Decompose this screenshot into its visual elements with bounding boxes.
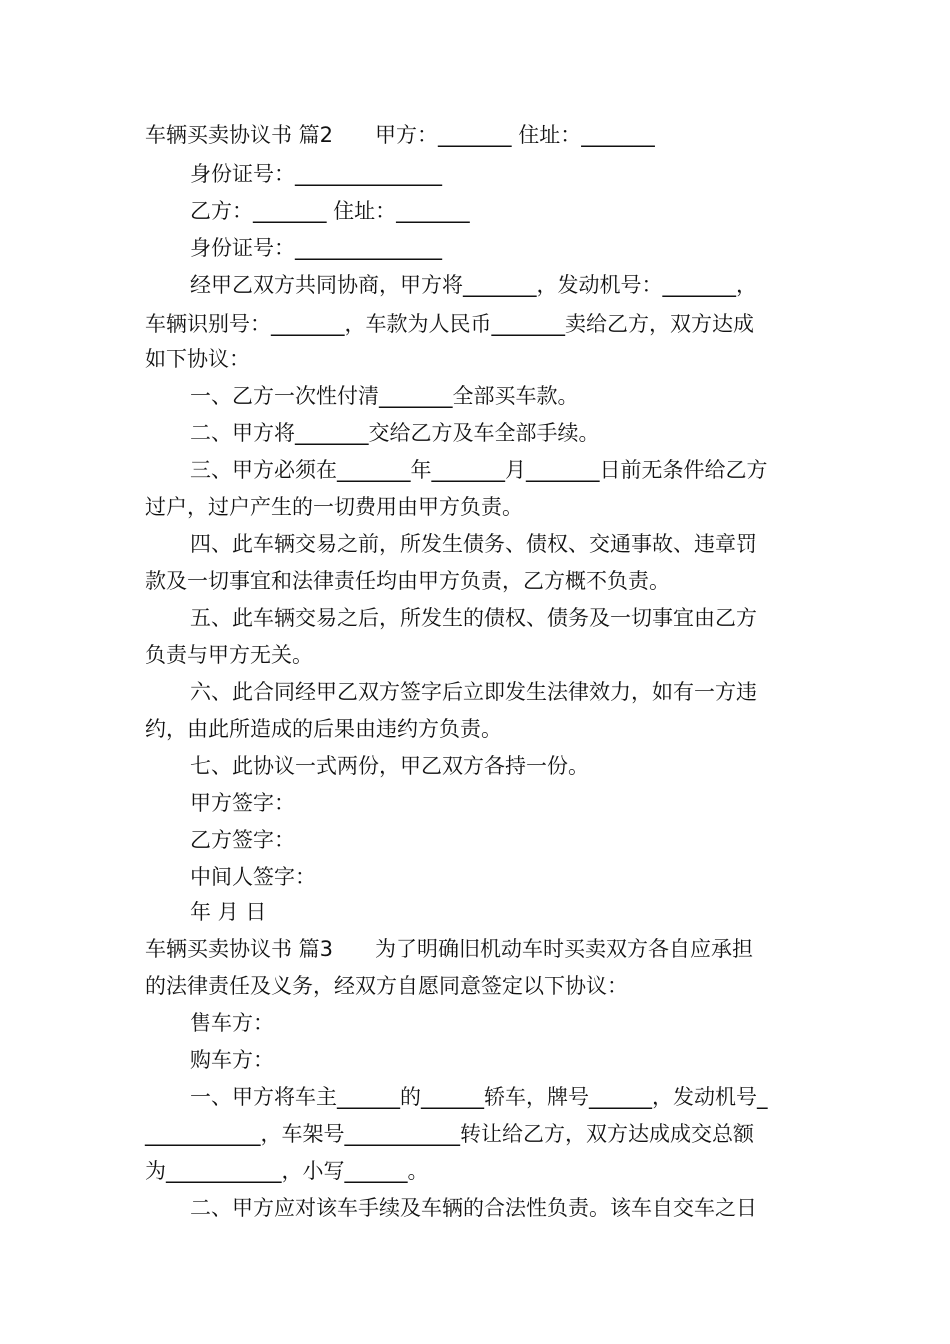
clause-line: 二、甲方将_______交给乙方及车全部手续。 xyxy=(190,421,600,445)
clause-line: 约，由此所造成的后果由违约方负责。 xyxy=(145,717,502,741)
clause-line: 二、甲方应对该车手续及车辆的合法性负责。该车自交车之日 xyxy=(190,1196,757,1220)
clause-line: 一、甲方将车主______的______轿车，牌号______，发动机号_ xyxy=(190,1085,768,1109)
clause-line: 六、此合同经甲乙双方签字后立即发生法律效力，如有一方违 xyxy=(190,680,757,704)
signature-line-party-a: 甲方签字： xyxy=(190,791,295,815)
seller-line: 售车方： xyxy=(190,1011,274,1035)
clause-line: 一、乙方一次性付清_______全部买车款。 xyxy=(190,384,579,408)
buyer-line: 购车方： xyxy=(190,1048,274,1072)
clause-line: 七、此协议一式两份，甲乙双方各持一份。 xyxy=(190,754,589,778)
clause-line: 款及一切事宜和法律责任均由甲方负责，乙方概不负责。 xyxy=(145,569,670,593)
paragraph-line: 经甲乙双方共同协商，甲方将_______，发动机号：_______， xyxy=(190,273,757,297)
party-a-id-line: 身份证号：______________ xyxy=(190,162,442,186)
clause-line: 负责与甲方无关。 xyxy=(145,643,313,667)
signature-line-party-b: 乙方签字： xyxy=(190,828,295,852)
signature-line-intermediary: 中间人签字： xyxy=(190,865,316,889)
clause-line: 为___________，小写______。 xyxy=(145,1159,429,1183)
paragraph-line: 的法律责任及义务，经双方自愿同意签定以下协议： xyxy=(145,974,628,998)
clause-line: 过户，过户产生的一切费用由甲方负责。 xyxy=(145,495,523,519)
paragraph-line: 如下协议： xyxy=(145,347,250,371)
paragraph-line: 车辆识别号：_______，车款为人民币_______卖给乙方，双方达成 xyxy=(145,312,754,336)
section-heading-2: 车辆买卖协议书 篇2 甲方：_______ 住址：_______ xyxy=(145,123,655,147)
date-line: 年 月 日 xyxy=(190,900,267,924)
section-heading-3: 车辆买卖协议书 篇3 为了明确旧机动车时买卖双方各自应承担 xyxy=(145,937,754,961)
clause-line: ___________，车架号___________转让给乙方，双方达成成交总额 xyxy=(145,1122,754,1146)
party-b-id-line: 身份证号：______________ xyxy=(190,236,442,260)
party-b-line: 乙方：_______ 住址：_______ xyxy=(190,199,470,223)
clause-line: 五、此车辆交易之后，所发生的债权、债务及一切事宜由乙方 xyxy=(190,606,757,630)
clause-line: 四、此车辆交易之前，所发生债务、债权、交通事故、违章罚 xyxy=(190,532,757,556)
clause-line: 三、甲方必须在_______年_______月_______日前无条件给乙方 xyxy=(190,458,768,482)
